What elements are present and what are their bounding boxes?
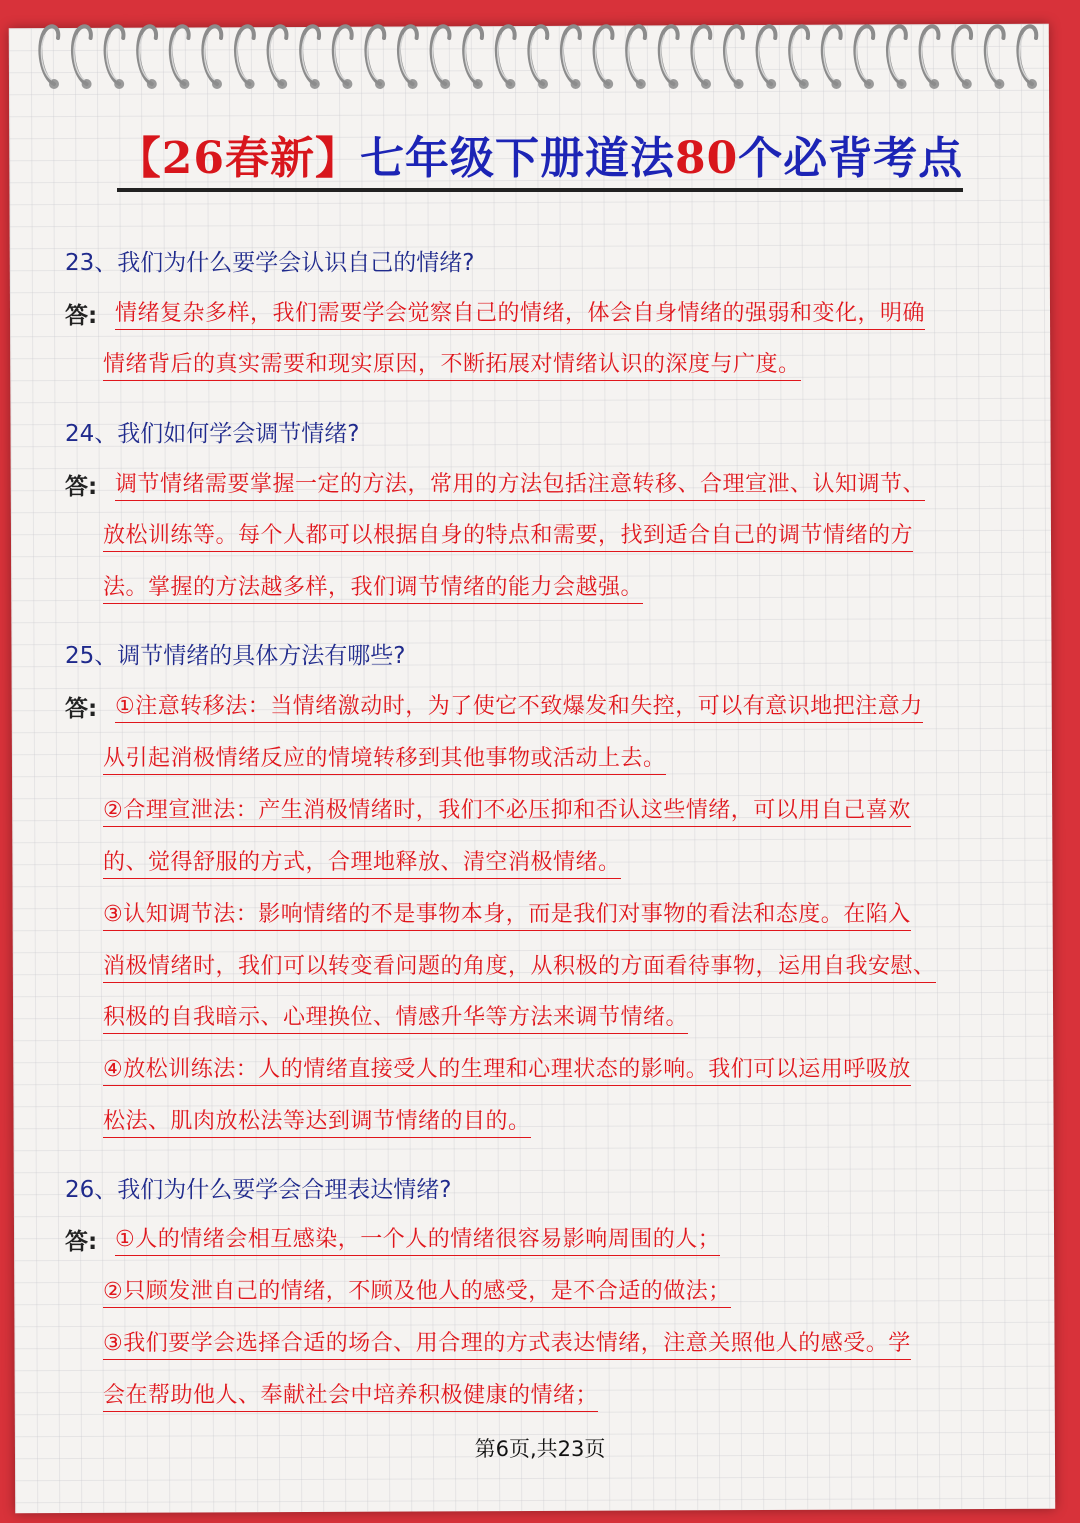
title-suffix: 个必背考点 bbox=[738, 133, 964, 184]
answer-line: ④放松训练法：人的情绪直接受人的生理和心理状态的影响。我们可以运用呼吸放 bbox=[103, 1052, 911, 1086]
answer-line: ③认知调节法：影响情绪的不是事物本身，而是我们对事物的看法和态度。在陷入 bbox=[103, 897, 911, 931]
title-main: 七年级下册道法 bbox=[360, 133, 675, 184]
question-26: 26、我们为什么要学会合理表达情绪? bbox=[65, 1177, 452, 1203]
binding-ring bbox=[758, 26, 776, 84]
answer-line: 法。掌握的方法越多样，我们调节情绪的能力会越强。 bbox=[103, 570, 643, 604]
answer-line: 消极情绪时，我们可以转变看问题的角度，从积极的方面看待事物，运用自我安慰、 bbox=[103, 949, 936, 983]
answer-label: 答: bbox=[65, 696, 98, 722]
answer-line: 情绪背后的真实需要和现实原因，不断拓展对情绪认识的深度与广度。 bbox=[103, 347, 801, 381]
binding-ring bbox=[823, 26, 841, 84]
binding-ring bbox=[432, 26, 450, 84]
title-number: 80 bbox=[675, 133, 739, 184]
binding-ring bbox=[1018, 26, 1036, 84]
answer-line: 的、觉得舒服的方式，合理地释放、清空消极情绪。 bbox=[103, 845, 621, 879]
answer-line: ②只顾发泄自己的情绪，不顾及他人的感受，是不合适的做法； bbox=[103, 1274, 731, 1308]
answer-line: ③我们要学会选择合适的场合、用合理的方式表达情绪，注意关照他人的感受。学 bbox=[103, 1326, 911, 1360]
binding-ring bbox=[888, 26, 906, 84]
binding-ring bbox=[236, 26, 254, 84]
binding-ring bbox=[106, 26, 124, 84]
binding-ring bbox=[171, 26, 189, 84]
binding-ring bbox=[562, 26, 580, 84]
page-title bbox=[0, 122, 1080, 192]
binding-ring bbox=[953, 26, 971, 84]
answer-line: ②合理宣泄法：产生消极情绪时，我们不必压抑和否认这些情绪，可以用自己喜欢 bbox=[103, 793, 911, 827]
binding-ring bbox=[986, 26, 1004, 84]
binding-ring bbox=[790, 26, 808, 84]
question-24: 24、我们如何学会调节情绪? bbox=[65, 421, 360, 447]
binding-ring bbox=[464, 26, 482, 84]
binding-ring bbox=[529, 26, 547, 84]
spiral-binding-icon bbox=[28, 18, 1048, 98]
binding-ring bbox=[40, 26, 58, 84]
binding-ring bbox=[627, 26, 645, 84]
page-number: 第6页,共23页 bbox=[474, 1437, 606, 1461]
answer-line: ①人的情绪会相互感染，一个人的情绪很容易影响周围的人； bbox=[115, 1222, 720, 1256]
answer-line: 积极的自我暗示、心理换位、情感升华等方法来调节情绪。 bbox=[103, 1000, 688, 1034]
answer-line: 从引起消极情绪反应的情境转移到其他事物或活动上去。 bbox=[103, 741, 666, 775]
title-tag: 【26春新】 bbox=[116, 133, 360, 184]
binding-ring bbox=[399, 26, 417, 84]
answer-line: ①注意转移法：当情绪激动时，为了使它不致爆发和失控，可以有意识地把注意力 bbox=[115, 689, 923, 723]
answer-label: 答: bbox=[65, 1229, 98, 1255]
answer-line: 松法、肌肉放松法等达到调节情绪的目的。 bbox=[103, 1104, 531, 1138]
binding-ring bbox=[692, 26, 710, 84]
binding-ring bbox=[497, 26, 515, 84]
binding-ring bbox=[855, 26, 873, 84]
binding-ring bbox=[269, 26, 287, 84]
answer-line: 调节情绪需要掌握一定的方法，常用的方法包括注意转移、合理宣泄、认知调节、 bbox=[115, 467, 925, 501]
question-23: 23、我们为什么要学会认识自己的情绪? bbox=[65, 250, 475, 276]
binding-ring bbox=[921, 26, 939, 84]
binding-ring bbox=[301, 26, 319, 84]
answer-label: 答: bbox=[65, 474, 98, 500]
answer-line: 情绪复杂多样，我们需要学会觉察自己的情绪，体会自身情绪的强弱和变化，明确 bbox=[115, 296, 925, 330]
question-25: 25、调节情绪的具体方法有哪些? bbox=[65, 643, 406, 669]
answer-line: 会在帮助他人、奉献社会中培养积极健康的情绪； bbox=[103, 1378, 598, 1412]
binding-ring bbox=[203, 26, 221, 84]
binding-ring bbox=[660, 26, 678, 84]
binding-ring bbox=[595, 26, 613, 84]
answer-label: 答: bbox=[65, 303, 98, 329]
binding-ring bbox=[138, 26, 156, 84]
binding-ring bbox=[73, 26, 91, 84]
answer-line: 放松训练等。每个人都可以根据自身的特点和需要，找到适合自己的调节情绪的方 bbox=[103, 518, 913, 552]
binding-ring bbox=[366, 26, 384, 84]
binding-ring bbox=[725, 26, 743, 84]
binding-ring bbox=[334, 26, 352, 84]
